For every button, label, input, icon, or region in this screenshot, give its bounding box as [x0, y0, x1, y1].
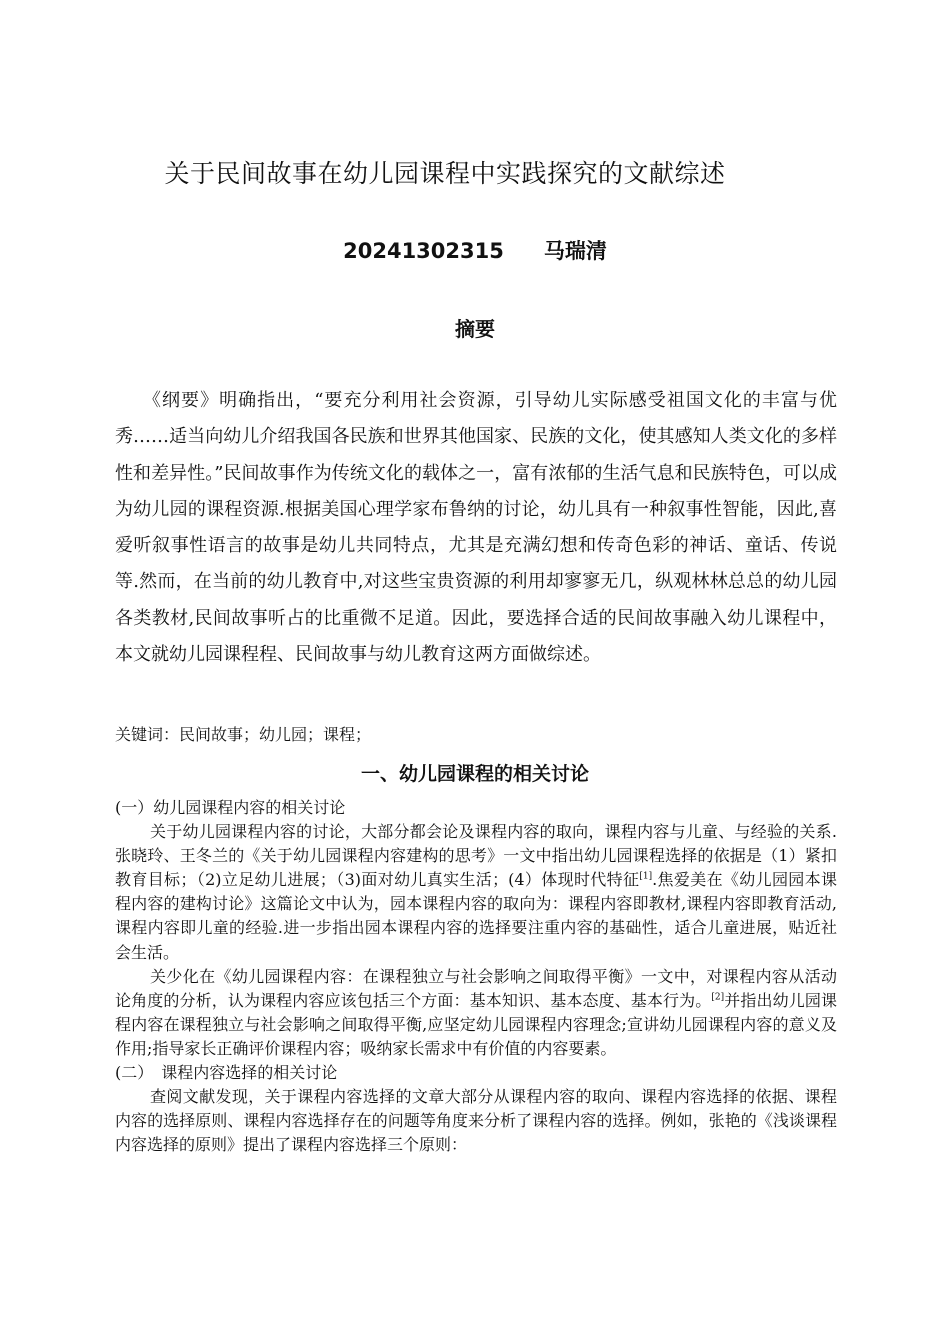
subsection-heading: (二） 课程内容选择的相关讨论 — [115, 1063, 338, 1083]
paragraph-text: 并指出幼儿园课程内容在课程独立与社会影响之间取得平衡,应坚定幼儿园课程内容理念;宣讲幼儿园课程内容的意义及作用;指导家长正确评价课程内容；吸纳家长需求中有价值的内容要素。 — [115, 990, 837, 1058]
paragraph-text: 关少化在《幼儿园课程内容：在课程独立与社会影响之间取得平衡》一文中，对课程内容从活动论角度的分析，认为课程内容应该包括三个方面：基本知识、基本态度、基本行为。 — [115, 966, 837, 1010]
subsection-heading: (一）幼儿园课程内容的相关讨论 — [115, 798, 346, 817]
paragraph-text: 关于幼儿园课程内容的讨论，大部分都会论及课程内容的取向，课程内容与儿童、与经验的关系.张晓玲、王冬兰的《关于幼儿园课程内容建构的思考》一文中指出幼儿园课程选择的依据是（1）紧扣教育目标；（2)立足幼儿进展；（3)面对幼儿真实生活；(4）体现时代特征 — [115, 822, 837, 890]
section-heading: 一、幼儿园课程的相关讨论 — [360, 763, 589, 785]
citation-ref: [2] — [711, 992, 725, 1003]
body-paragraph — [115, 965, 837, 1061]
author-line — [0, 235, 950, 265]
abstract-heading: 摘要 — [455, 317, 495, 341]
paragraph-text: .焦爱美在《幼儿园园本课程内容的建构讨论》这篇论文中认为，园本课程内容的取向为：课程内容即教材,课程内容即教育活动,课程内容即儿童的经验.进一步指出园本课程内容的选择要注重内容的基础性，适合儿童进展，贴近社会生活。 — [115, 870, 837, 962]
author-name: 马瑞清 — [543, 239, 607, 263]
body-paragraph — [115, 820, 837, 965]
body-paragraph: 查阅文献发现，关于课程内容选择的文章大部分从课程内容的取向、课程内容选择的依据、课程内容的选择原则、课程内容选择存在的问题等角度来分析了课程内容的选择。例如，张艳的《浅谈课程内容选择的原则》提出了课程内容选择三个原则： — [115, 1087, 837, 1155]
abstract-paragraph: 《纲要》明确指出，“要充分利用社会资源，引导幼儿实际感受祖国文化的丰富与优秀……适当向幼儿介绍我国各民族和世界其他国家、民族的文化，使其感知人类文化的多样性和差异性。”民间故事作为传统文化的载体之一，富有浓郁的生活气息和民族特色，可以成为幼儿园的课程资源.根据美国心理学家布鲁纳的讨论，幼儿具有一种叙事性智能，因此,喜爱听叙事性语言的故事是幼儿共同特点，尤其是充满幻想和传奇色彩的神话、童话、传说等.然而，在当前的幼儿教育中,对这些宝贵资源的利用却寥寥无几，纵观林林总总的幼儿园各类教材,民间故事听占的比重微不足道。因此，要选择合适的民间故事融入幼儿课程中，本文就幼儿园课程程、民间故事与幼儿教育这两方面做综述。 — [115, 390, 837, 666]
keywords-line: 关键词：民间故事；幼儿园；课程； — [115, 725, 372, 744]
citation-ref: [1] — [639, 871, 653, 882]
student-id: 20241302315 — [343, 239, 504, 263]
section-body — [115, 796, 837, 1157]
document-title: 关于民间故事在幼儿园课程中实践探究的文献综述 — [164, 159, 726, 188]
